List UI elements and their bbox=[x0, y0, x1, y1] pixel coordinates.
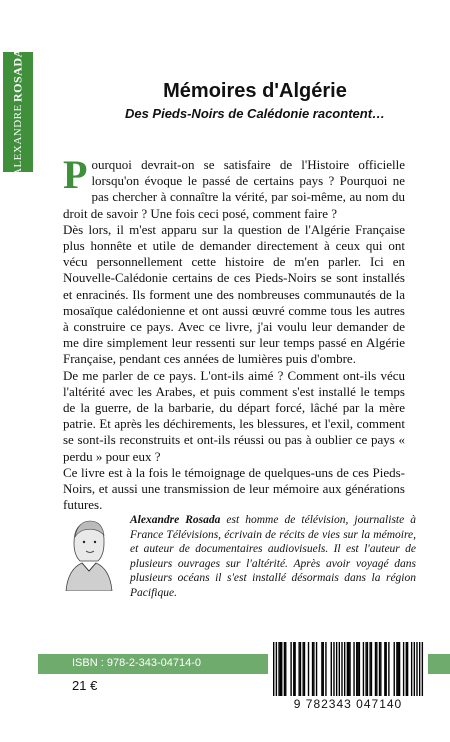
barcode-bar bbox=[384, 642, 385, 696]
barcode-bar bbox=[344, 642, 345, 696]
barcode-bar bbox=[281, 642, 282, 696]
blurb-paragraph-3: De me parler de ce pays. L'ont-ils aimé ? Comment ont-ils vécu l'altérité avec les Arabes, et puis comment s'est installé le temps de la guerre, de la barbarie, du départ forcé, lâché par la mère patrie. Et après les déchirements, les blessures, et l'exil, comment se sont-ils reconstruits et ont-ils réussi ou pas à oublier ce pays « perdu » pour eux ? bbox=[63, 367, 405, 464]
barcode-bar bbox=[419, 642, 420, 696]
barcode-number: 9 782343 047140 bbox=[293, 697, 403, 711]
spine-last-name: ROSADA bbox=[10, 48, 25, 102]
barcode-bar bbox=[367, 642, 368, 696]
barcode-bar bbox=[294, 642, 295, 696]
barcode-bar bbox=[308, 642, 309, 696]
barcode-bar bbox=[349, 642, 350, 696]
price: 21 € bbox=[72, 678, 98, 693]
barcode-bar bbox=[321, 642, 322, 696]
barcode-bar bbox=[353, 642, 354, 696]
barcode-bar bbox=[273, 642, 274, 696]
blurb-paragraph-1: Pourquoi devrait-on se satisfaire de l'Histoire officielle lorsqu'on évoque le passé de certains pays ? Pourquoi ne pas chercher à connaître la vérité, par soi-même, au nom du droit de savoir ? Une fois ceci posé, comment faire ? bbox=[63, 152, 405, 221]
barcode-bar bbox=[280, 642, 281, 696]
barcode-bar bbox=[394, 642, 395, 696]
barcode-bar bbox=[347, 642, 348, 696]
barcode-bar bbox=[411, 642, 412, 696]
barcode-bar bbox=[388, 642, 389, 696]
spine-author bbox=[3, 48, 33, 176]
barcode-bar bbox=[304, 642, 305, 696]
barcode-bar bbox=[403, 642, 404, 696]
author-bio: Alexandre Rosada est homme de télévision, journaliste à France Télévisions, écrivain de récits de vies sur la mémoire, et auteur de documentaires audiovisuels. Il est l'auteur de plusieurs ouvrages sur l'altérité. Après avoir voyagé dans plusieurs océans il s'est installé désormais dans la région Pacifique. bbox=[130, 514, 417, 599]
barcode-bar bbox=[422, 642, 423, 696]
barcode-bar bbox=[300, 642, 301, 696]
barcode-bar bbox=[298, 642, 299, 696]
blurb-paragraph-4: Ce livre est à la fois le témoignage de quelques-uns de ces Pieds-Noirs, et aussi une transmission de leur mémoire aux générations futures. bbox=[63, 464, 405, 513]
barcode-bar bbox=[399, 642, 400, 696]
barcode-bar bbox=[386, 642, 387, 696]
barcode-bar bbox=[407, 642, 408, 696]
barcode-bar bbox=[293, 642, 294, 696]
barcode-bar bbox=[284, 642, 285, 696]
spine-first-name: ALEXANDRE bbox=[12, 103, 24, 176]
barcode-bar bbox=[325, 642, 326, 696]
drop-cap: P bbox=[63, 152, 88, 197]
barcode-bar bbox=[363, 642, 364, 696]
barcode-bar bbox=[379, 642, 380, 696]
blurb bbox=[63, 152, 405, 513]
blurb-paragraph-2: Dès lors, il m'est apparu sur la question de l'Algérie Française plus honnête et utile de demander directement à ceux qui ont vécu personnellement cette histoire de m'en parler. Ici en Nouvelle-Calédonie certains de ces Pieds-Noirs se sont installés et enracinés. Ils forment une des nombreuses communautés de la mosaïque calédonienne et ont aussi œuvré comme tous les autres à construire ce pays. Avec ce livre, j'ai voulu leur demander de me dire simplement leur ressenti sur leur temps passé en Algérie Française, pendant ces années de lumières puis d'ombre. bbox=[63, 221, 405, 367]
barcode-bar bbox=[323, 642, 324, 696]
spine bbox=[0, 0, 38, 742]
barcode-bar bbox=[357, 642, 358, 696]
barcode-bar bbox=[414, 642, 415, 696]
barcode-bar bbox=[333, 642, 334, 696]
barcode-bar bbox=[290, 642, 291, 696]
barcode-bar bbox=[406, 642, 407, 696]
book-subtitle: Des Pieds-Noirs de Calédonie racontent… bbox=[124, 106, 386, 121]
barcode-bar bbox=[396, 642, 397, 696]
barcode bbox=[268, 640, 428, 696]
barcode-bar bbox=[416, 642, 417, 696]
barcode-bar bbox=[313, 642, 314, 696]
barcode-bar bbox=[359, 642, 360, 696]
barcode-bar bbox=[375, 642, 376, 696]
barcode-bar bbox=[356, 642, 357, 696]
barcode-bar bbox=[339, 642, 340, 696]
barcode-bar bbox=[365, 642, 366, 696]
barcode-bar bbox=[278, 642, 279, 696]
barcode-bar bbox=[369, 642, 370, 696]
author-photo bbox=[60, 513, 118, 591]
barcode-bar bbox=[376, 642, 377, 696]
isbn: ISBN : 978-2-343-04714-0 bbox=[72, 657, 202, 669]
barcode-bar bbox=[348, 642, 349, 696]
barcode-bar bbox=[285, 642, 286, 696]
barcode-bar bbox=[331, 642, 332, 696]
barcode-bar bbox=[316, 642, 317, 696]
barcode-bar bbox=[302, 642, 303, 696]
barcode-bar bbox=[341, 642, 342, 696]
barcode-bar bbox=[336, 642, 337, 696]
barcode-bar bbox=[276, 642, 277, 696]
barcode-bar bbox=[371, 642, 372, 696]
barcode-bar bbox=[312, 642, 313, 696]
barcode-bar bbox=[398, 642, 399, 696]
book-title: Mémoires d'Algérie bbox=[163, 80, 347, 102]
author-name: Alexandre Rosada bbox=[130, 514, 221, 526]
barcode-bar bbox=[380, 642, 381, 696]
